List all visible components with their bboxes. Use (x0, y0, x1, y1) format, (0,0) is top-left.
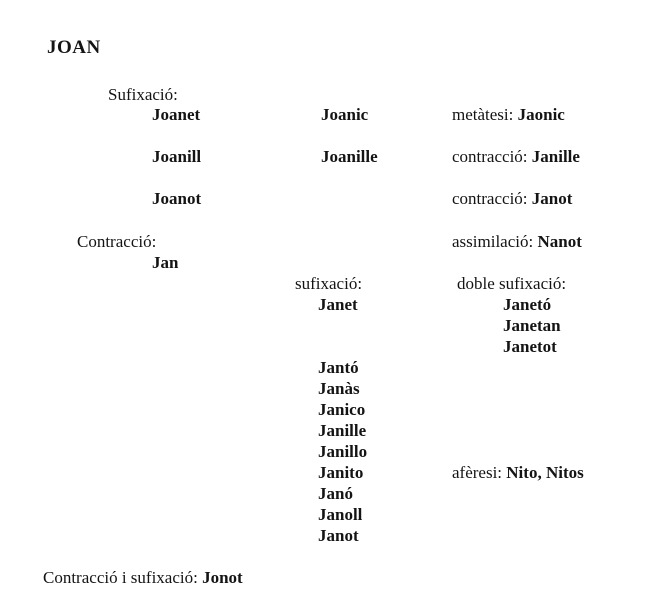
name-form-jaonic: Jaonic (517, 105, 565, 124)
name-form-joanille: Joanille (321, 147, 378, 166)
contraccio-label: Contracció: (77, 232, 157, 251)
contraccio-label: contracció: (452, 189, 528, 208)
page-title: JOAN (47, 37, 101, 58)
name-form-janet: Janet (318, 295, 358, 314)
list-item: Jantó (318, 358, 359, 377)
name-form-janetan: Janetan (503, 316, 561, 335)
list-item: Janillo (318, 442, 368, 461)
list-item: Janó (318, 484, 353, 503)
name-form-janetot: Janetot (503, 337, 557, 356)
name-form-joanic: Joanic (321, 105, 369, 124)
name-form-joanot: Joanot (152, 189, 202, 208)
footer-entry (43, 568, 243, 588)
list-item: Janico (318, 400, 366, 419)
contraccio-entry-1 (452, 147, 580, 167)
aferesi-entry (452, 463, 584, 483)
list-item: Janito (318, 463, 364, 482)
assimilacio-entry (452, 232, 582, 252)
list-item: Janot (318, 526, 359, 545)
metatesi-entry (452, 105, 565, 125)
metatesi-label: metàtesi: (452, 105, 514, 124)
list-item: Janàs (318, 379, 360, 398)
list-item: Janoll (318, 505, 363, 524)
name-form-nanot: Nanot (537, 232, 582, 251)
list-item: Janille (318, 421, 367, 440)
contraccio-label: contracció: (452, 147, 528, 166)
name-form-joanill: Joanill (152, 147, 202, 166)
assimilacio-label: assimilació: (452, 232, 534, 251)
name-form-joanet: Joanet (152, 105, 201, 124)
name-form-jan: Jan (152, 253, 179, 272)
sufixacio-label: Sufixació: (108, 85, 178, 104)
name-form-janille: Janille (531, 147, 580, 166)
name-form-nito: Nito, Nitos (506, 463, 584, 482)
name-form-janot: Janot (531, 189, 573, 208)
name-form-janeto: Janetó (503, 295, 552, 314)
name-form-jonot: Jonot (202, 568, 243, 587)
footer-label: Contracció i sufixació: (43, 568, 198, 587)
sufixacio-sub-label: sufixació: (295, 274, 363, 293)
aferesi-label: afèresi: (452, 463, 503, 482)
doble-sufixacio-label: doble sufixació: (457, 274, 567, 293)
contraccio-entry-2 (452, 189, 572, 209)
